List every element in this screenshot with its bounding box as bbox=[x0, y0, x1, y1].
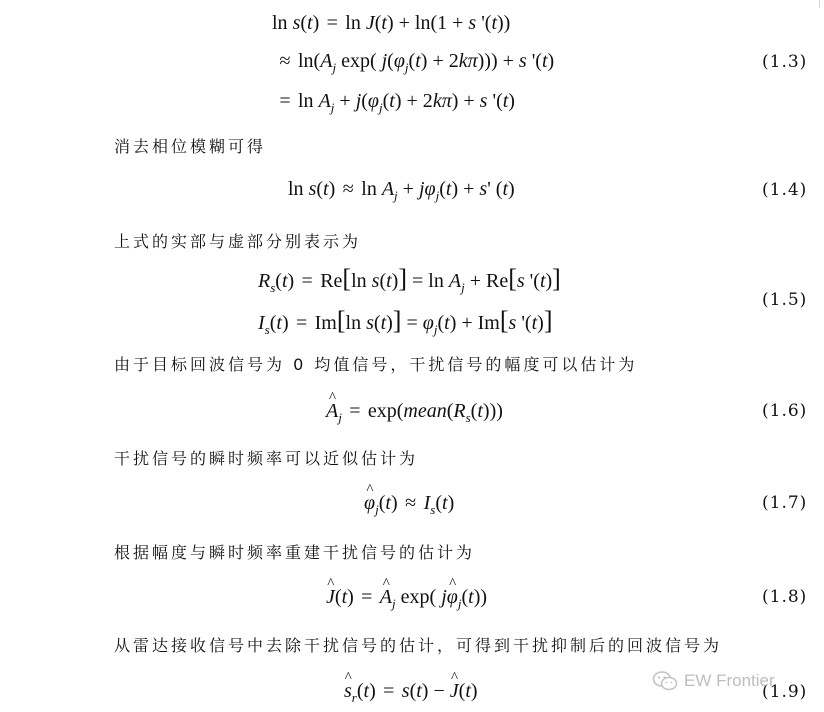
watermark bbox=[652, 670, 775, 692]
watermark-text: EW Frontier bbox=[684, 671, 775, 690]
equation-number-1-7: (1.7) bbox=[762, 493, 808, 513]
paragraph-instantaneous-frequency: 干扰信号的瞬时频率可以近似估计为 bbox=[114, 449, 419, 468]
paragraph-phase-ambiguity: 消去相位模糊可得 bbox=[114, 137, 267, 156]
equation-1-9: ^ $s_r(t) = s(t)$ − ^ J(t) bbox=[344, 678, 478, 704]
equation-1-8: ^ J(t) =^ $A_j$ exp( j^ $\varphi_j(t)$) bbox=[326, 584, 487, 610]
page-edge-marker bbox=[819, 0, 824, 8]
paragraph-reconstruction: 根据幅度与瞬时频率重建干扰信号的估计为 bbox=[114, 543, 476, 562]
wechat-icon bbox=[652, 670, 678, 692]
equation-1-3-line-2: ≈ $\ln(A_j$ exp( $j(\varphi_j(t) + 2k\pi))) + s$ '(t) bbox=[279, 50, 555, 75]
equation-1-4: $\ln s(t) \approx \ln A_j + j\varphi_j(t) + s'$ (t) bbox=[288, 178, 515, 203]
paragraph-amplitude-estimate: 由于目标回波信号为 0 均值信号，干扰信号的幅度可以估计为 bbox=[114, 355, 638, 374]
equation-number-1-6: (1.6) bbox=[762, 401, 808, 421]
equation-1-3-line-3: = $\ln A_j + j(\varphi_j(t) + 2k\pi) + s$ '(t) bbox=[279, 90, 515, 115]
paragraph-suppression: 从雷达接收信号中去除干扰信号的估计，可得到干扰抑制后的回波信号为 bbox=[114, 636, 723, 655]
equation-1-6: ^ $A_j$ = $\exp(mean(R_s(t)))$ bbox=[326, 398, 503, 424]
equation-1-5-line-2: $I_s(t) = Im[\ln$ $s(t)] = \varphi_j(t) + Im[s$ '(t)] bbox=[258, 306, 553, 337]
equation-number-1-4: (1.4) bbox=[762, 180, 808, 200]
equation-number-1-8: (1.8) bbox=[762, 587, 808, 607]
equation-number-1-5: (1.5) bbox=[762, 290, 808, 310]
equation-number-1-3: (1.3) bbox=[762, 52, 808, 72]
equation-1-3-line-1: ln s(t) = ln J(t) + ln(1 + s '(t)) bbox=[272, 12, 511, 34]
equation-1-7: ^ $\varphi_j(t) \approx I_s(t)$ bbox=[364, 490, 454, 516]
paragraph-real-imag-parts: 上式的实部与虚部分别表示为 bbox=[114, 232, 362, 251]
equation-1-5-line-1: $R_s(t) = Re[\ln$ $s(t)] = \ln A_j + Re[s$ '(t)] bbox=[258, 264, 561, 295]
equation-number-1-9: (1.9) bbox=[762, 682, 808, 702]
